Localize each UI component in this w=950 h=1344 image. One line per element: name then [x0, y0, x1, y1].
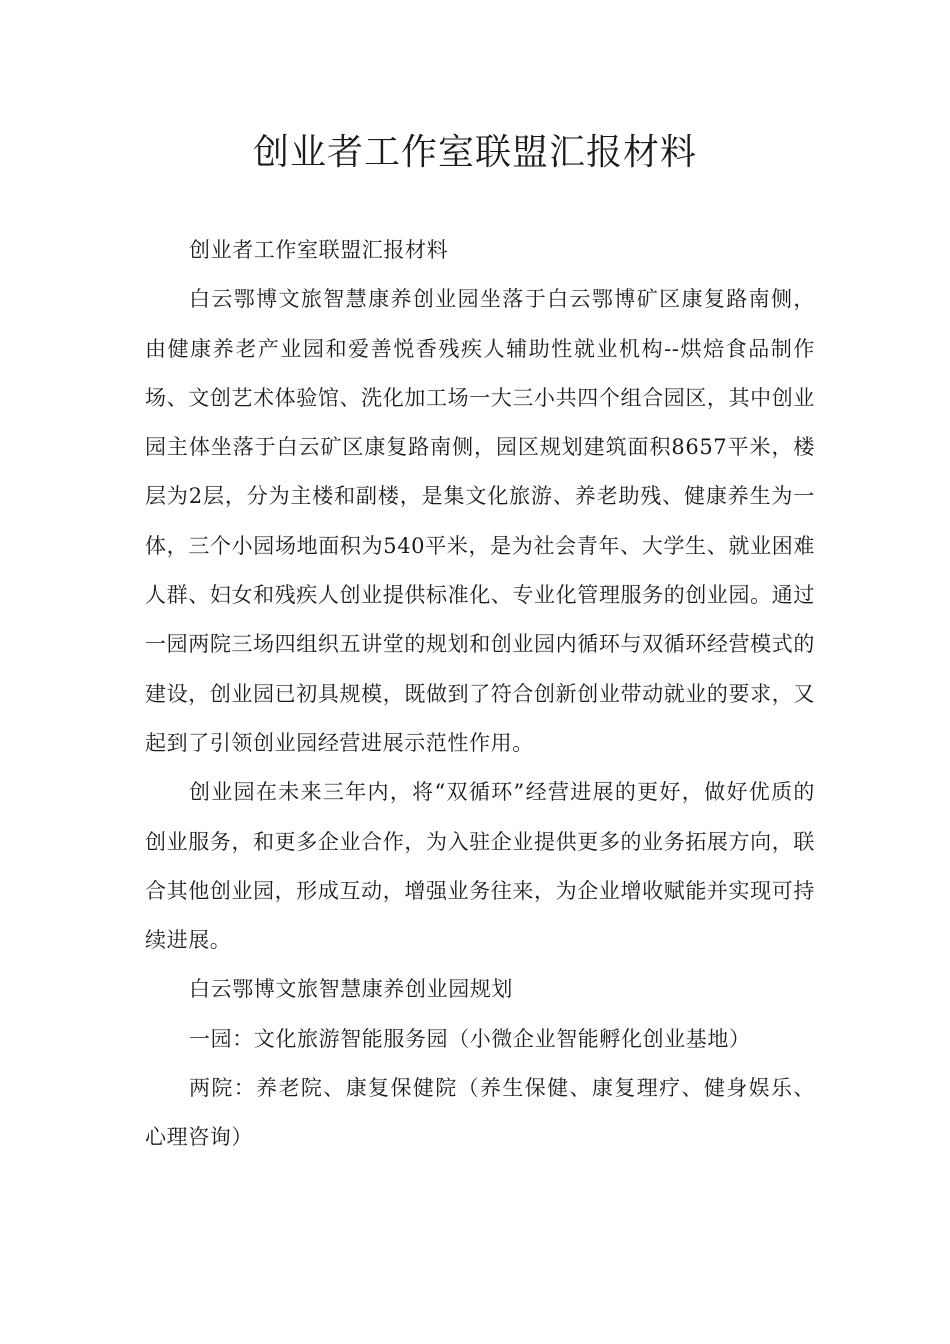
paragraph-subtitle: 创业者工作室联盟汇报材料 [189, 238, 449, 262]
document-body [145, 226, 815, 1163]
document-title: 创业者工作室联盟汇报材料 [252, 132, 697, 173]
paragraph-introduction: 白云鄂博文旅智慧康养创业园坐落于白云鄂博矿区康复路南侧，由健康养老产业园和爱善悦香残疾人辅助性就业机构--烘焙食品制作场、文创艺术体验馆、洗化加工场一大三小共四个组合园区，其中创业园主体坐落于白云矿区康复路南侧，园区规划建筑面积8657平米，楼层为2层，分为主楼和副楼，是集文化旅游、养老助残、健康养生为一体，三个小园场地面积为540平米，是为社会青年、大学生、就业困难人群、妇女和残疾人创业提供标准化、专业化管理服务的创业园。通过一园两院三场四组织五讲堂的规划和创业园内循环与双循环经营模式的建设，创业园已初具规模，既做到了符合创新创业带动就业的要求，又起到了引领创业园经营进展示范性作用。 [145, 287, 815, 755]
paragraph-two-institutes: 两院：养老院、康复保健院（养生保健、康复理疗、健身娱乐、心理咨询） [145, 1076, 815, 1150]
paragraph-plan-heading: 白云鄂博文旅智慧康养创业园规划 [189, 977, 513, 1002]
paragraph-future-plan: 创业园在未来三年内，将“双循环”经营进展的更好，做好优质的创业服务，和更多企业合作，为入驻企业提供更多的业务拓展方向，联合其他创业园，形成互动，增强业务往来，为企业增收赋能并实现可持续进展。 [145, 780, 815, 953]
paragraph-one-park: 一园：文化旅游智能服务园（小微企业智能孵化创业基地） [189, 1026, 751, 1051]
